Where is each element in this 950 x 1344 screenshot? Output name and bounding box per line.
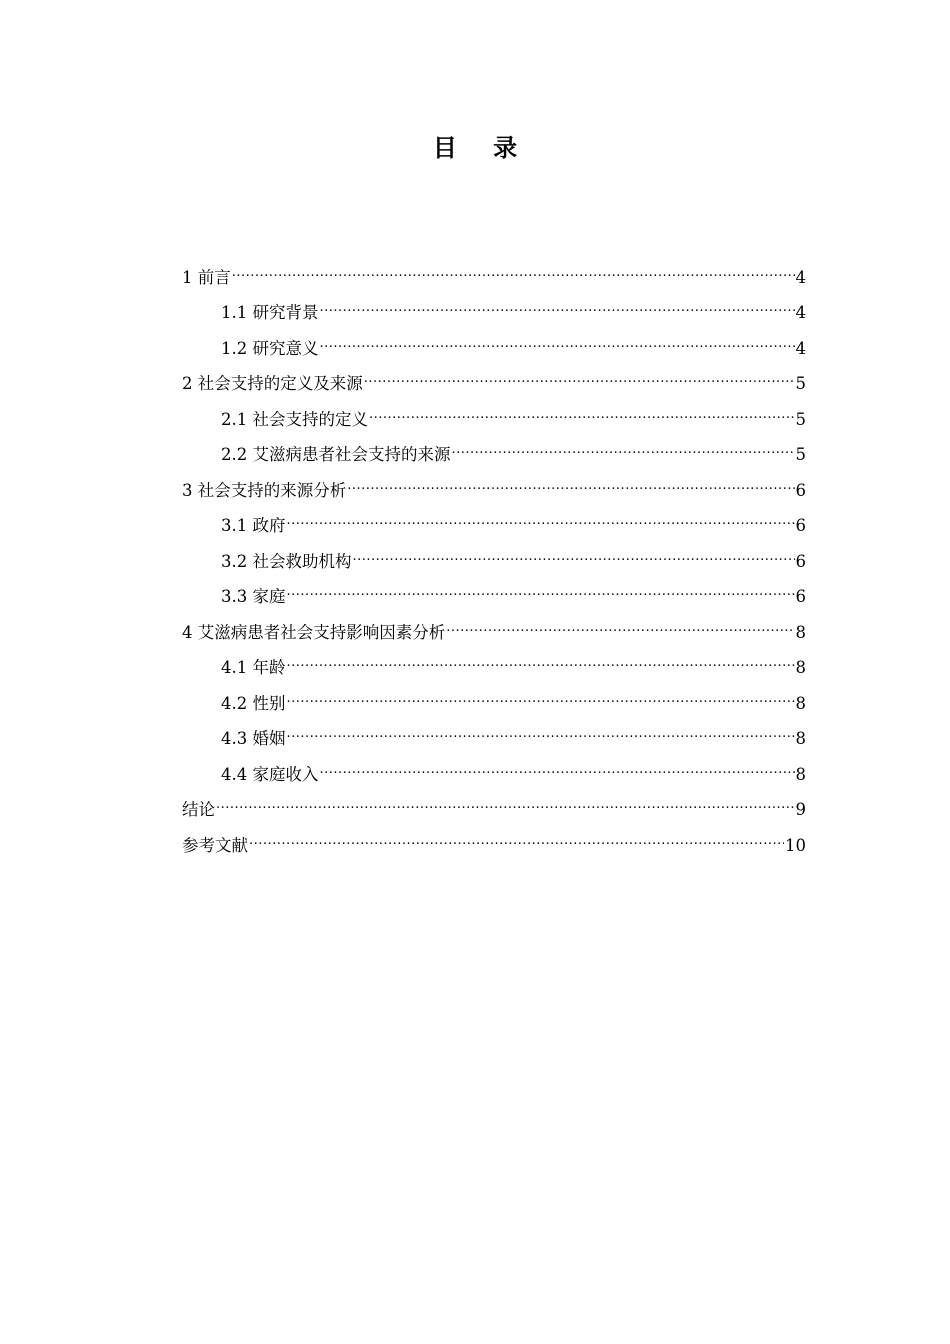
toc-page-number: 5 [795, 409, 806, 429]
toc-entry-title: 2 社会支持的定义及来源 [182, 374, 363, 393]
toc-entry-title: 1 前言 [182, 267, 231, 287]
toc-page-number: 5 [795, 374, 806, 393]
toc-entry-title: 3.2 社会救助机构 [221, 551, 352, 571]
toc-entry-title: 3 社会支持的来源分析 [182, 480, 347, 500]
toc-page-number: 10 [785, 835, 806, 855]
table-of-contents [182, 247, 806, 855]
toc-page-number: 4 [795, 338, 806, 358]
toc-page-number: 9 [795, 800, 806, 819]
toc-dot-leader [287, 709, 795, 745]
toc-entry-title: 结论 [182, 800, 215, 819]
toc-entry-title: 4.2 性别 [221, 693, 286, 713]
toc-page-number: 5 [795, 445, 806, 464]
toc-page-number: 6 [795, 516, 806, 535]
toc-dot-leader [347, 460, 794, 496]
toc-page-number: 8 [795, 764, 806, 784]
toc-dot-leader [287, 496, 795, 532]
toc-dot-leader [364, 354, 795, 390]
toc-page-number: 4 [795, 267, 806, 287]
toc-subsection-entry[interactable] [182, 283, 806, 322]
toc-dot-leader [353, 531, 795, 567]
toc-entry-title: 4.4 家庭收入 [221, 764, 319, 784]
toc-entry-title: 3.3 家庭 [221, 587, 286, 606]
toc-entry-title: 1.2 研究意义 [221, 338, 319, 358]
toc-dot-leader [369, 389, 795, 425]
toc-dot-leader [320, 318, 795, 354]
toc-entry-title: 2.2 艾滋病患者社会支持的来源 [221, 445, 451, 464]
toc-section-entry[interactable] [182, 247, 806, 287]
toc-entry-title: 2.1 社会支持的定义 [221, 409, 368, 429]
toc-section-entry[interactable] [182, 780, 806, 819]
toc-page-number: 8 [795, 693, 806, 713]
toc-page-number: 8 [795, 622, 806, 642]
toc-entry-title: 参考文献 [182, 835, 248, 855]
toc-page-number: 8 [795, 658, 806, 677]
toc-entry-title: 3.1 政府 [221, 516, 286, 535]
toc-dot-leader [452, 425, 795, 461]
toc-page-number: 6 [795, 480, 806, 500]
toc-page-number: 6 [795, 551, 806, 571]
toc-title: 目 录 [432, 134, 532, 162]
toc-dot-leader [320, 283, 795, 319]
toc-page-number: 6 [795, 587, 806, 606]
toc-dot-leader [216, 780, 795, 816]
toc-dot-leader [232, 247, 795, 283]
toc-dot-leader [249, 815, 784, 851]
toc-page-number: 8 [795, 729, 806, 748]
toc-entry-title: 4 艾滋病患者社会支持影响因素分析 [182, 622, 446, 642]
toc-dot-leader [446, 602, 794, 638]
toc-entry-title: 1.1 研究背景 [221, 303, 319, 322]
toc-page-number: 4 [795, 303, 806, 322]
toc-dot-leader [287, 638, 795, 674]
toc-entry-title: 4.3 婚姻 [221, 729, 286, 748]
toc-dot-leader [287, 567, 795, 603]
toc-dot-leader [320, 744, 795, 780]
toc-dot-leader [287, 673, 795, 709]
toc-entry-title: 4.1 年龄 [221, 658, 286, 677]
toc-section-entry[interactable] [182, 815, 806, 855]
